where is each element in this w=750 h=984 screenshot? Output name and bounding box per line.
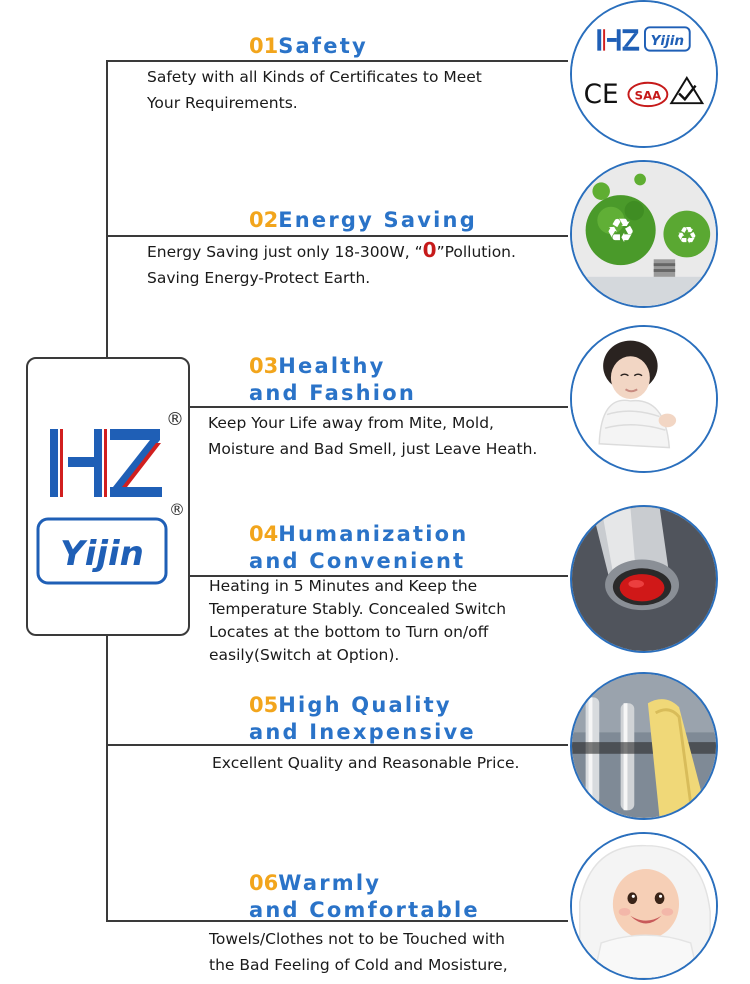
feature-title-safety: 01Safety	[249, 34, 368, 58]
svg-text:®: ®	[169, 500, 185, 519]
feature-description-humanization-convenient: Heating in 5 Minutes and Keep the Temperature Stably. Concealed Switch Locates at the bottom to Turn on/off easily(Switch at Option).	[209, 577, 507, 664]
brand-card	[26, 357, 190, 636]
feature-title-energy-saving: 02Energy Saving	[249, 208, 477, 232]
svg-text:SAA: SAA	[634, 88, 662, 103]
feature-description-healthy-fashion: Keep Your Life away from Mite, Mold, Moisture and Bad Smell, just Leave Heath.	[208, 414, 538, 458]
svg-text:♻: ♻	[676, 221, 698, 250]
feature-number: 02	[249, 208, 279, 232]
feature-description-safety: Safety with all Kinds of Certificates to Meet Your Requirements.	[147, 68, 482, 112]
svg-text:CE: CE	[583, 80, 619, 111]
svg-text:♻: ♻	[605, 210, 636, 250]
feature-description-energy-saving: Energy Saving just only 18-300W, “0”Pollution. Saving Energy-Protect Earth.	[147, 238, 516, 287]
feature-number: 03	[249, 354, 279, 378]
zero-pollution-highlight: 0	[422, 238, 437, 262]
feature-title-high-quality: 05High Quality and Inexpensive	[249, 693, 476, 744]
feature-title-humanization-convenient: 04Humanization and Convenient	[249, 522, 469, 573]
feature-title-healthy-fashion: 03Healthy and Fashion	[249, 354, 416, 405]
baby-in-towel-icon	[570, 832, 718, 980]
hz-yijin-logo-icon	[28, 359, 188, 634]
towel-rail-icon	[570, 672, 718, 820]
svg-text:®: ®	[166, 409, 184, 430]
feature-number: 01	[249, 34, 279, 58]
red-switch-icon	[570, 505, 718, 653]
feature-number: 05	[249, 693, 279, 717]
feature-title-warmly-comfortable: 06Warmly and Comfortable	[249, 871, 480, 922]
hz-logo-icon	[50, 429, 162, 497]
vertical-connector-bottom	[106, 636, 108, 922]
feature-description-high-quality: Excellent Quality and Reasonable Price.	[212, 754, 520, 772]
feature-number: 06	[249, 871, 279, 895]
certification-logos-icon	[570, 0, 718, 148]
feature-description-warmly-comfortable: Towels/Clothes not to be Touched with the Bad Feeling of Cold and Mosisture,	[209, 930, 508, 974]
divider-line-1	[106, 60, 568, 62]
woman-with-towel-icon	[570, 325, 718, 473]
svg-text:Yijin: Yijin	[650, 32, 685, 49]
svg-text:Yijin: Yijin	[60, 534, 144, 574]
green-bulb-recycle-icon	[570, 160, 718, 308]
vertical-connector-top	[106, 60, 108, 358]
feature-number: 04	[249, 522, 279, 546]
